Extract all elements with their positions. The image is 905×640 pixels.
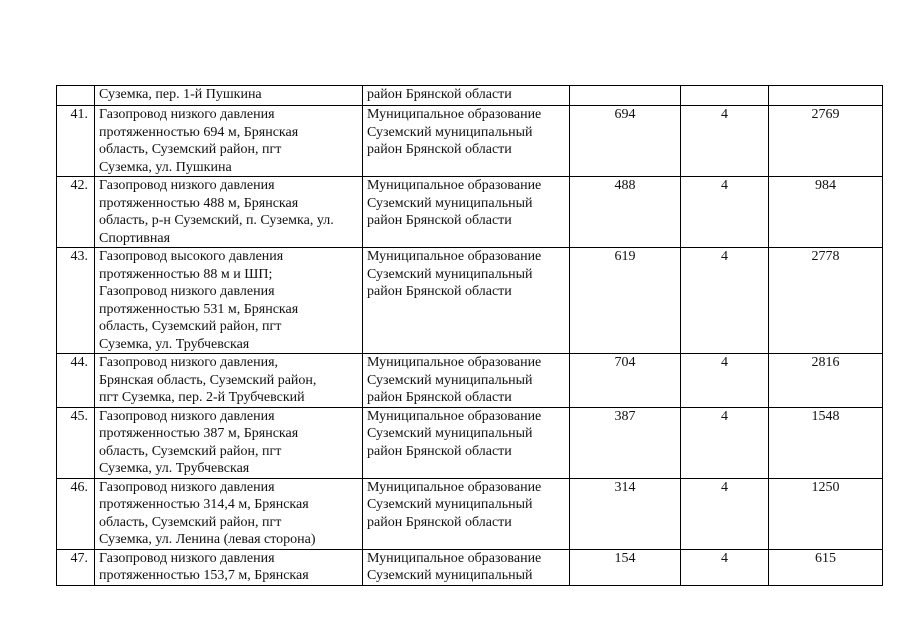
description-line: протяженностью 488 м, Брянская: [99, 195, 299, 211]
owner-cell: [363, 549, 570, 585]
object-description-cell: [95, 86, 363, 106]
table-row: [57, 106, 883, 177]
length-cell: 694: [570, 106, 681, 177]
table-row: [57, 86, 883, 106]
row-number-cell: 44.: [57, 354, 95, 408]
owner-cell: [363, 407, 570, 478]
owner-line: Суземский муниципальный: [367, 266, 533, 282]
category-cell: 4: [681, 407, 769, 478]
description-line: Газопровод высокого давления: [99, 249, 284, 264]
object-description-cell: [95, 354, 363, 408]
row-number-cell: 47.: [57, 549, 95, 585]
description-line: протяженностью 88 м и ШП;: [99, 266, 273, 282]
category-cell: 4: [681, 177, 769, 248]
owner-line: Муниципальное образование: [367, 107, 542, 122]
length-cell: 387: [570, 407, 681, 478]
owner-line: Муниципальное образование: [367, 355, 542, 370]
description-line: Суземка, ул. Трубчевская: [99, 336, 250, 352]
description-line: Газопровод низкого давления: [99, 479, 275, 495]
row-number-cell: [57, 86, 95, 106]
row-number-cell: 42.: [57, 177, 95, 248]
value-cell: 1548: [769, 407, 883, 478]
owner-line: район Брянской области: [367, 142, 512, 157]
value-cell: 2769: [769, 106, 883, 177]
owner-line: район Брянской области: [367, 87, 512, 102]
row-number-cell: 41.: [57, 106, 95, 177]
owner-line: район Брянской области: [367, 514, 512, 530]
description-line: пгт Суземка, пер. 2-й Трубчевский: [99, 390, 305, 405]
description-line: Газопровод низкого давления: [99, 550, 275, 566]
category-cell: 4: [681, 478, 769, 549]
object-description-cell: [95, 177, 363, 248]
table-row: [57, 549, 883, 585]
owner-cell: [363, 86, 570, 106]
category-cell: 4: [681, 354, 769, 408]
table-row: [57, 177, 883, 248]
length-cell: 488: [570, 177, 681, 248]
owner-line: район Брянской области: [367, 213, 512, 228]
object-description-cell: [95, 106, 363, 177]
object-description-cell: [95, 248, 363, 354]
length-cell: [570, 86, 681, 106]
category-cell: 4: [681, 106, 769, 177]
description-line: область, Суземский район, пгт: [99, 514, 282, 530]
owner-cell: [363, 177, 570, 248]
row-number-cell: 45.: [57, 407, 95, 478]
length-cell: 704: [570, 354, 681, 408]
owner-line: Суземский муниципальный: [367, 124, 533, 140]
owner-line: Суземский муниципальный: [367, 426, 533, 441]
owner-line: район Брянской области: [367, 284, 512, 299]
length-cell: 154: [570, 549, 681, 585]
description-line: Брянская область, Суземский район,: [99, 372, 317, 388]
description-line: область, Суземский район, пгт: [99, 443, 282, 459]
owner-cell: [363, 354, 570, 408]
description-line: область, р-н Суземский, п. Суземка, ул.: [99, 213, 334, 228]
description-line: область, Суземский район, пгт: [99, 142, 282, 157]
category-cell: 4: [681, 248, 769, 354]
value-cell: 1250: [769, 478, 883, 549]
owner-line: Муниципальное образование: [367, 479, 542, 495]
table-row: [57, 248, 883, 354]
description-line: протяженностью 694 м, Брянская: [99, 124, 299, 140]
description-line: Газопровод низкого давления: [99, 284, 275, 299]
description-line: Суземка, пер. 1-й Пушкина: [99, 87, 262, 102]
gas-pipeline-table: [56, 85, 883, 586]
category-cell: 4: [681, 549, 769, 585]
value-cell: 2778: [769, 248, 883, 354]
category-cell: [681, 86, 769, 106]
description-line: протяженностью 387 м, Брянская: [99, 426, 299, 441]
owner-cell: [363, 478, 570, 549]
object-description-cell: [95, 549, 363, 585]
description-line: Спортивная: [99, 230, 171, 246]
owner-line: Суземский муниципальный: [367, 195, 533, 211]
owner-line: Муниципальное образование: [367, 550, 542, 566]
value-cell: 615: [769, 549, 883, 585]
description-line: Газопровод низкого давления: [99, 408, 275, 424]
owner-line: Муниципальное образование: [367, 178, 542, 193]
description-line: Суземка, ул. Пушкина: [99, 159, 232, 175]
description-line: протяженностью 153,7 м, Брянская: [99, 568, 309, 583]
owner-line: район Брянской области: [367, 390, 512, 405]
description-line: Суземка, ул. Трубчевская: [99, 461, 250, 476]
description-line: Газопровод низкого давления: [99, 178, 275, 193]
length-cell: 619: [570, 248, 681, 354]
description-line: Суземка, ул. Ленина (левая сторона): [99, 532, 316, 547]
object-description-cell: [95, 478, 363, 549]
owner-line: район Брянской области: [367, 443, 512, 459]
owner-line: Суземский муниципальный: [367, 568, 533, 583]
owner-cell: [363, 248, 570, 354]
owner-cell: [363, 106, 570, 177]
table-row: [57, 478, 883, 549]
owner-line: Суземский муниципальный: [367, 372, 533, 388]
owner-line: Муниципальное образование: [367, 408, 542, 424]
description-line: Газопровод низкого давления,: [99, 355, 279, 370]
description-line: область, Суземский район, пгт: [99, 319, 282, 334]
table-body: [57, 86, 883, 586]
owner-line: Суземский муниципальный: [367, 497, 533, 512]
row-number-cell: 43.: [57, 248, 95, 354]
table-row: [57, 354, 883, 408]
value-cell: 984: [769, 177, 883, 248]
table-row: [57, 407, 883, 478]
row-number-cell: 46.: [57, 478, 95, 549]
object-description-cell: [95, 407, 363, 478]
description-line: Газопровод низкого давления: [99, 107, 275, 122]
value-cell: 2816: [769, 354, 883, 408]
value-cell: [769, 86, 883, 106]
description-line: протяженностью 314,4 м, Брянская: [99, 497, 309, 512]
length-cell: 314: [570, 478, 681, 549]
description-line: протяженностью 531 м, Брянская: [99, 301, 299, 317]
owner-line: Муниципальное образование: [367, 249, 542, 264]
